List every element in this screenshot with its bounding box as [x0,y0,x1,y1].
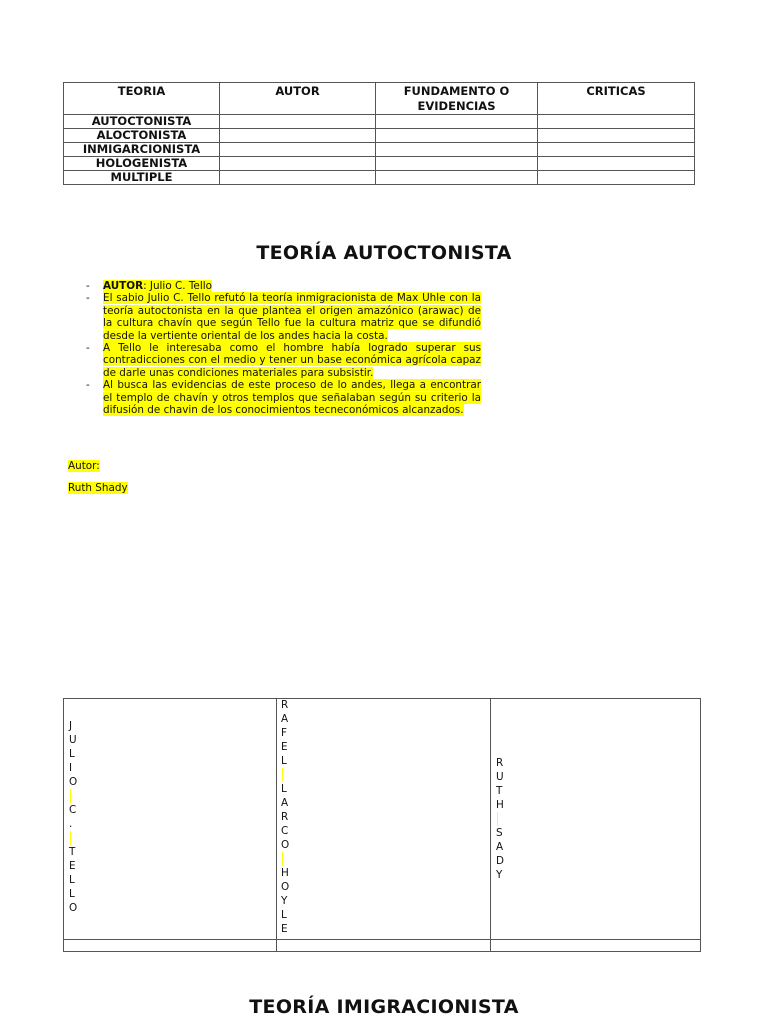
table-row [64,171,695,185]
autoctonista-bullets [86,280,481,416]
vertical-letter: T [496,785,503,797]
theory-name: MULTIPLE [64,171,220,185]
theory-name: HOLOGENISTA [64,157,220,171]
list-item: - El sabio Julio C. Tello refutó la teoría inmigracionista de Max Uhle con la teoría autoctonista en la que plantea el origen amazónico (arawac) de la cultura chavín que según Tello fue la cultura matriz que se difundió desde la vertiente oriental de los andes hacia la costa. [86,292,481,342]
vertical-letter: O [69,776,78,788]
vertical-letter: L [281,755,287,767]
vertical-letter: O [69,902,78,914]
highlight-gap [70,789,71,803]
theory-name: AUTOCTONISTA [64,115,220,129]
autor-label: Autor: [68,460,100,472]
vertical-letter: H [281,867,289,879]
vertical-letter: L [281,909,287,921]
highlight-gap [497,812,498,826]
theories-table [63,82,695,185]
section-title-imigracionista: TEORÍA IMIGRACIONISTA [249,996,519,1018]
vertical-name-julio-tello [69,719,77,915]
vertical-letter: J [69,720,73,732]
header-teoria: TEORIA [64,83,220,115]
vertical-letter: T [69,846,76,858]
list-item: - AUTOR: Julio C. Tello [86,280,212,292]
table-row [64,157,695,171]
vertical-letter: A [496,841,504,853]
vertical-letter: O [281,839,290,851]
header-criticas: CRITICAS [538,83,695,115]
table-row [64,115,695,129]
vertical-name-rafael-larco-hoyle [281,698,289,936]
vertical-letter: H [496,799,504,811]
vertical-letter: A [281,797,289,809]
header-fundamento: FUNDAMENTO O EVIDENCIAS [376,83,538,115]
vertical-letter: L [69,874,75,886]
vertical-letter: Y [281,895,288,907]
section-title-autoctonista: TEORÍA AUTOCTONISTA [256,242,512,264]
vertical-letter: L [281,783,287,795]
vertical-letter: L [69,748,75,760]
header-autor: AUTOR [220,83,376,115]
vertical-letter: E [281,923,288,935]
vertical-letter: E [69,860,76,872]
vertical-letter: U [496,771,504,783]
table-row [64,143,695,157]
theory-name: INMIGARCIONISTA [64,143,220,157]
vertical-letter: Y [496,869,503,881]
highlight-gap [282,768,283,782]
vertical-letter: O [281,881,290,893]
list-item: - A Tello le interesaba como el hombre había logrado superar sus contradicciones con el medio y tener un base económica agrícola capaz de darle unas condiciones materiales para subsistir. [86,342,481,379]
vertical-letter: A [281,713,289,725]
vertical-letter: R [281,811,289,823]
vertical-letter: L [69,888,75,900]
theories-table-header [64,83,695,115]
highlight-gap [70,831,71,845]
vertical-letter: U [69,734,77,746]
vertical-name-ruth-shady [496,756,504,882]
vertical-letter: S [496,827,503,839]
autor-name: Ruth Shady [68,482,128,494]
theory-name: ALOCTONISTA [64,129,220,143]
highlight-gap [282,852,283,866]
vertical-letter: R [496,757,504,769]
vertical-letter: E [281,741,288,753]
table-row [64,129,695,143]
vertical-letter: D [496,855,505,867]
vertical-letter: I [69,762,73,774]
vertical-letter: F [281,727,287,739]
vertical-letter: R [281,699,289,711]
authors-table [63,698,701,952]
vertical-letter: C [69,804,77,816]
list-item: - Al busca las evidencias de este proceso de lo andes, llega a encontrar el templo de chavín y otros templos que señalaban según su criterio la difusión de chavin de los conocimientos tecneconómicos alcanzados. [86,379,481,417]
vertical-letter: C [281,825,289,837]
vertical-letter: . [69,818,73,830]
